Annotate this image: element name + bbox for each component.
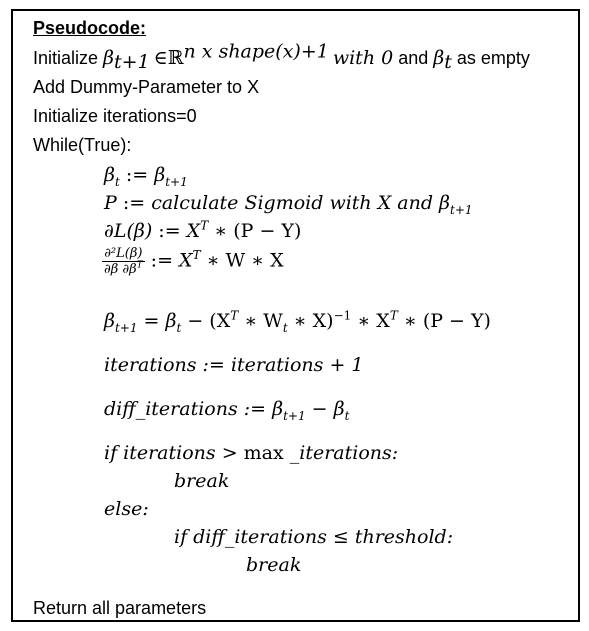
pseudocode-title: Pseudocode: <box>33 18 147 38</box>
line-beta-t-assign: $\beta_t$ := $\beta_{t+1}$ <box>104 164 188 189</box>
line-iterations-increment: iterations := iterations + 1 <box>104 354 364 376</box>
line-newton-update: $\beta_{t+1} = \beta_t - (X^T$ ∗ $W_t$ ∗ X)$^{-1}$ ∗ $X^T$ ∗ (P − Y) <box>104 308 491 335</box>
line-if-max-iterations: if iterations > max _iterations: <box>104 442 399 464</box>
line-else: else: <box>104 498 149 520</box>
line-hessian: $\frac{\text{∂²L(β)}}{\partial\beta \partial\beta^T}$ := $X^T$ ∗ W ∗ X <box>104 246 284 277</box>
line-sigmoid: P := calculate Sigmoid with X and $\beta_{t+1}$ <box>104 192 473 217</box>
line-initialize-beta: Initialize $\beta_{t+1}$ ∈ℝ$^{n x shape(x)+1}$ with 0 and $\beta_t$ as empty <box>33 40 530 74</box>
line-add-dummy: Add Dummy-Parameter to X <box>33 77 260 97</box>
line-gradient: ∂L(β) := $X^T$ ∗ (P − Y) <box>104 218 302 242</box>
line-while: While(True): <box>33 135 132 155</box>
line-return: Return all parameters <box>33 598 207 618</box>
line-if-threshold: if diff_iterations ≤ threshold: <box>174 526 454 548</box>
line-diff-iterations: diff_iterations := $\beta_{t+1} - \beta_t$ <box>104 398 350 423</box>
line-break-2: break <box>246 554 302 576</box>
line-break-1: break <box>174 470 230 492</box>
line-init-iterations: Initialize iterations=0 <box>33 106 197 126</box>
